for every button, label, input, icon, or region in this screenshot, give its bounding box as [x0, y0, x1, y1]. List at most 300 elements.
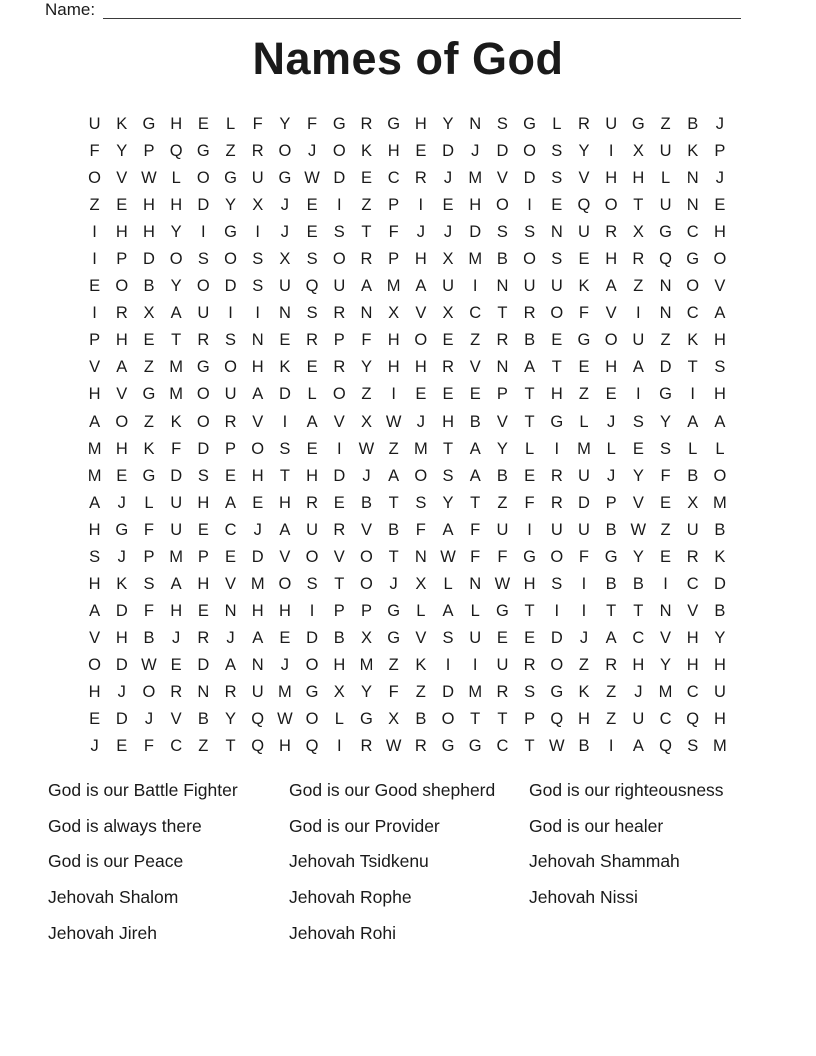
grid-cell: P: [496, 385, 508, 404]
grid-cell: L: [416, 601, 426, 620]
grid-cell: H: [278, 493, 291, 512]
grid-cell: F: [143, 737, 155, 756]
grid-cell: G: [360, 710, 373, 729]
grid-cell: R: [414, 737, 427, 756]
grid-cell: X: [143, 304, 155, 323]
grid-cell: S: [551, 250, 563, 269]
grid-cell: L: [144, 493, 154, 512]
grid-cell: Z: [633, 277, 644, 296]
grid-cell: B: [524, 331, 536, 350]
grid-cell: I: [418, 196, 424, 215]
grid-cell: V: [116, 385, 128, 404]
word-list-item: God is our healer: [529, 815, 664, 836]
grid-cell: F: [578, 304, 590, 323]
grid-cell: H: [605, 250, 618, 269]
grid-cell: T: [524, 412, 535, 431]
grid-cell: Q: [659, 250, 672, 269]
grid-cell: J: [362, 466, 371, 485]
grid-cell: L: [334, 710, 344, 729]
grid-cell: E: [469, 385, 481, 404]
grid-cell: A: [632, 358, 644, 377]
grid-cell: O: [360, 547, 373, 566]
grid-cell: G: [495, 601, 509, 620]
grid-cell: D: [659, 358, 672, 377]
grid-cell: Q: [577, 196, 591, 215]
grid-cell: W: [385, 737, 402, 756]
grid-cell: G: [550, 412, 564, 431]
grid-cell: S: [333, 223, 345, 242]
grid-cell: S: [197, 250, 209, 269]
grid-cell: R: [360, 737, 373, 756]
grid-cell: E: [605, 385, 617, 404]
grid-cell: R: [496, 331, 509, 350]
grid-cell: D: [469, 223, 482, 242]
grid-cell: O: [360, 574, 373, 593]
grid-cell: U: [632, 710, 645, 729]
grid-cell: N: [496, 277, 509, 296]
grid-cell: A: [524, 358, 536, 377]
grid-cell: E: [660, 493, 672, 512]
grid-cell: L: [552, 115, 562, 134]
grid-cell: C: [686, 574, 699, 593]
grid-cell: H: [115, 223, 128, 242]
grid-cell: U: [578, 466, 590, 485]
grid-cell: Q: [251, 737, 265, 756]
grid-cell: E: [442, 196, 454, 215]
grid-cell: V: [170, 710, 182, 729]
grid-cell: W: [440, 547, 456, 566]
grid-cell: N: [686, 169, 699, 188]
grid-cell: V: [89, 628, 101, 647]
grid-cell: A: [469, 466, 481, 485]
grid-cell: H: [143, 223, 155, 242]
grid-cell: R: [333, 358, 346, 377]
grid-cell: E: [578, 250, 590, 269]
grid-cell: I: [554, 439, 560, 458]
grid-cell: M: [386, 277, 401, 296]
grid-cell: H: [713, 655, 726, 674]
grid-cell: V: [469, 358, 481, 377]
grid-cell: T: [442, 439, 454, 458]
grid-cell: H: [333, 655, 346, 674]
grid-cell: D: [251, 547, 264, 566]
grid-cell: D: [442, 683, 454, 701]
grid-cell: E: [89, 710, 101, 729]
grid-cell: H: [197, 574, 210, 593]
grid-cell: O: [332, 142, 346, 161]
grid-cell: T: [524, 737, 535, 756]
grid-cell: J: [117, 683, 126, 701]
grid-cell: A: [469, 439, 481, 458]
grid-cell: E: [442, 385, 454, 404]
grid-cell: O: [414, 466, 428, 485]
grid-cell: H: [251, 466, 264, 485]
grid-cell: I: [636, 304, 641, 323]
grid-cell: G: [278, 169, 292, 188]
grid-cell: E: [89, 277, 101, 296]
grid-cell: X: [333, 683, 345, 701]
grid-cell: I: [201, 223, 206, 242]
grid-cell: C: [224, 520, 237, 539]
grid-cell: C: [632, 628, 645, 647]
word-list-column-3: [529, 780, 724, 923]
grid-cell: T: [633, 601, 644, 620]
grid-cell: B: [605, 574, 617, 593]
grid-cell: G: [196, 358, 210, 377]
grid-cell: B: [632, 574, 644, 593]
grid-cell: N: [360, 304, 373, 323]
grid-cell: E: [333, 493, 345, 512]
grid-cell: F: [143, 520, 155, 539]
grid-cell: F: [470, 547, 481, 566]
grid-cell: A: [252, 628, 264, 647]
grid-cell: E: [496, 628, 508, 647]
grid-cell: R: [523, 655, 536, 674]
grid-cell: G: [196, 142, 210, 161]
word-list-item: God is our Good shepherd: [289, 780, 496, 800]
grid-cell: O: [115, 412, 129, 431]
grid-cell: T: [388, 547, 399, 566]
grid-cell: E: [714, 196, 726, 215]
grid-cell: H: [278, 601, 291, 620]
grid-cell: M: [250, 574, 265, 593]
grid-cell: F: [524, 493, 535, 512]
grid-cell: U: [224, 385, 237, 404]
grid-cell: V: [496, 412, 508, 431]
grid-cell: B: [143, 277, 155, 296]
grid-cell: O: [523, 250, 537, 269]
grid-cell: V: [415, 628, 427, 647]
grid-cell: H: [632, 169, 645, 188]
grid-cell: O: [441, 710, 455, 729]
grid-cell: X: [632, 142, 644, 161]
grid-cell: I: [336, 737, 342, 756]
grid-cell: S: [660, 439, 672, 458]
grid-cell: J: [253, 520, 262, 539]
grid-cell: G: [224, 223, 237, 242]
grid-cell: M: [413, 439, 428, 458]
page-title: Names of God: [252, 33, 564, 84]
word-list-item: Jehovah Shalom: [48, 887, 179, 908]
grid-cell: S: [442, 628, 454, 647]
grid-cell: Z: [415, 683, 426, 701]
grid-cell: J: [280, 196, 290, 215]
grid-cell: A: [687, 412, 699, 431]
grid-cell: C: [170, 737, 183, 756]
grid-cell: S: [551, 169, 563, 188]
grid-cell: Z: [361, 196, 372, 215]
grid-cell: H: [713, 331, 726, 350]
grid-cell: H: [170, 196, 183, 215]
grid-cell: Y: [714, 628, 726, 647]
grid-cell: D: [115, 710, 128, 729]
grid-cell: O: [169, 250, 183, 269]
grid-cell: J: [607, 412, 616, 431]
grid-cell: S: [415, 493, 427, 512]
grid-cell: A: [225, 493, 237, 512]
grid-cell: R: [496, 683, 509, 701]
grid-cell: K: [687, 331, 699, 350]
grid-cell: O: [713, 466, 727, 485]
grid-cell: S: [252, 277, 264, 296]
grid-cell: H: [115, 439, 128, 458]
grid-cell: O: [196, 385, 210, 404]
grid-cell: K: [360, 142, 372, 161]
grid-cell: A: [442, 601, 454, 620]
grid-cell: U: [605, 115, 618, 134]
grid-cell: G: [332, 115, 346, 134]
grid-cell: A: [170, 574, 182, 593]
grid-cell: J: [280, 223, 290, 242]
grid-cell: S: [496, 115, 508, 134]
grid-cell: Z: [143, 358, 155, 377]
grid-cell: H: [632, 655, 645, 674]
grid-cell: Z: [497, 493, 508, 512]
grid-cell: Y: [578, 142, 590, 161]
grid-cell: F: [252, 115, 263, 134]
grid-cell: M: [87, 439, 102, 458]
grid-cell: A: [89, 493, 101, 512]
grid-cell: Q: [305, 737, 319, 756]
grid-cell: U: [496, 520, 509, 539]
grid-cell: W: [494, 574, 511, 593]
grid-cell: H: [251, 601, 264, 620]
grid-cell: K: [415, 655, 427, 674]
grid-cell: J: [715, 169, 725, 188]
grid-cell: H: [550, 385, 563, 404]
grid-cell: S: [524, 683, 536, 701]
grid-cell: O: [305, 547, 319, 566]
grid-cell: U: [170, 520, 183, 539]
grid-cell: F: [578, 547, 590, 566]
grid-cell: D: [333, 466, 346, 485]
grid-cell: I: [581, 574, 587, 593]
grid-cell: U: [496, 655, 509, 674]
grid-cell: R: [360, 115, 373, 134]
grid-cell: E: [225, 547, 237, 566]
grid-cell: E: [360, 169, 372, 188]
grid-cell: F: [470, 520, 481, 539]
grid-cell: A: [388, 466, 400, 485]
grid-cell: Z: [143, 412, 155, 431]
grid-cell: S: [89, 547, 101, 566]
grid-cell: N: [469, 115, 482, 134]
grid-cell: U: [251, 169, 264, 188]
grid-cell: R: [550, 466, 563, 485]
grid-cell: Z: [660, 331, 671, 350]
grid-cell: J: [416, 412, 425, 431]
grid-cell: M: [359, 655, 374, 674]
grid-cell: I: [391, 385, 396, 404]
grid-cell: R: [197, 628, 210, 647]
grid-cell: R: [605, 223, 618, 242]
grid-cell: F: [660, 466, 671, 485]
grid-cell: J: [443, 169, 453, 188]
grid-cell: P: [388, 250, 400, 269]
grid-cell: E: [306, 358, 318, 377]
grid-cell: O: [305, 655, 319, 674]
grid-cell: Y: [442, 493, 454, 512]
grid-cell: D: [523, 169, 536, 188]
grid-cell: D: [442, 142, 454, 161]
word-list-item: God is our Peace: [48, 851, 184, 872]
grid-cell: A: [360, 277, 372, 296]
grid-cell: W: [141, 655, 157, 674]
grid-cell: B: [687, 115, 699, 134]
grid-cell: Z: [361, 385, 372, 404]
grid-cell: L: [688, 439, 698, 458]
grid-cell: J: [226, 628, 235, 647]
grid-cell: M: [169, 358, 184, 377]
grid-cell: M: [87, 466, 102, 485]
grid-cell: E: [551, 331, 563, 350]
grid-cell: H: [278, 737, 291, 756]
grid-cell: Y: [442, 115, 454, 134]
grid-cell: O: [550, 655, 564, 674]
grid-cell: H: [88, 574, 101, 593]
grid-cell: Z: [578, 655, 590, 674]
grid-cell: H: [578, 710, 590, 729]
grid-cell: T: [524, 385, 535, 404]
grid-cell: L: [470, 601, 480, 620]
grid-cell: H: [88, 385, 101, 404]
grid-cell: G: [659, 385, 672, 404]
grid-cell: T: [524, 601, 535, 620]
grid-cell: W: [630, 520, 647, 539]
grid-cell: P: [714, 142, 726, 161]
grid-cell: E: [197, 520, 209, 539]
grid-cell: Y: [660, 412, 672, 431]
grid-cell: T: [334, 574, 345, 593]
grid-cell: E: [524, 628, 536, 647]
grid-cell: N: [659, 601, 672, 620]
grid-cell: U: [550, 277, 563, 296]
grid-cell: R: [306, 493, 319, 512]
grid-cell: U: [197, 304, 210, 323]
grid-cell: S: [225, 331, 237, 350]
grid-cell: L: [579, 412, 589, 431]
grid-cell: U: [170, 493, 183, 512]
grid-cell: G: [142, 115, 156, 134]
grid-cell: N: [414, 547, 427, 566]
grid-cell: G: [523, 115, 537, 134]
grid-cell: Y: [170, 223, 182, 242]
grid-cell: D: [170, 466, 183, 485]
grid-cell: V: [89, 358, 101, 377]
grid-cell: U: [578, 520, 590, 539]
grid-cell: B: [578, 737, 590, 756]
grid-cell: O: [713, 250, 727, 269]
grid-cell: Y: [496, 439, 508, 458]
grid-cell: Y: [632, 547, 644, 566]
grid-cell: X: [252, 196, 264, 215]
grid-cell: R: [442, 358, 454, 377]
grid-cell: A: [225, 655, 237, 674]
grid-cell: A: [279, 520, 291, 539]
grid-cell: D: [197, 655, 210, 674]
grid-cell: D: [278, 385, 291, 404]
grid-cell: E: [415, 385, 427, 404]
grid-cell: O: [224, 250, 237, 269]
grid-cell: C: [659, 710, 672, 729]
grid-cell: M: [468, 250, 483, 269]
grid-cell: T: [171, 331, 182, 350]
grid-cell: O: [115, 277, 129, 296]
grid-cell: G: [604, 547, 618, 566]
grid-cell: H: [523, 574, 536, 593]
grid-cell: G: [441, 737, 455, 756]
grid-cell: B: [143, 628, 155, 647]
grid-cell: G: [577, 331, 591, 350]
grid-cell: O: [251, 439, 265, 458]
grid-cell: S: [632, 412, 644, 431]
word-list-item: Jehovah Nissi: [529, 887, 638, 908]
grid-cell: K: [279, 358, 291, 377]
grid-cell: L: [715, 439, 725, 458]
grid-cell: A: [89, 601, 101, 620]
grid-cell: E: [116, 196, 128, 215]
word-list-item: Jehovah Shammah: [529, 851, 680, 872]
grid-cell: F: [497, 547, 508, 566]
grid-cell: D: [224, 277, 237, 296]
grid-cell: R: [414, 169, 427, 188]
word-search-grid: [81, 111, 734, 760]
grid-cell: D: [713, 574, 726, 593]
grid-cell: W: [277, 710, 293, 729]
grid-cell: U: [333, 277, 346, 296]
grid-cell: H: [197, 493, 210, 512]
grid-cell: M: [658, 683, 673, 701]
grid-cell: H: [306, 466, 319, 485]
grid-cell: Q: [251, 710, 265, 729]
grid-cell: X: [360, 628, 372, 647]
grid-cell: H: [387, 331, 400, 350]
grid-cell: H: [115, 628, 128, 647]
grid-cell: R: [632, 250, 645, 269]
grid-cell: J: [90, 737, 99, 756]
grid-cell: S: [714, 358, 726, 377]
grid-cell: V: [116, 169, 128, 188]
grid-cell: I: [636, 385, 641, 404]
grid-cell: E: [306, 439, 318, 458]
grid-cell: I: [527, 196, 532, 215]
grid-cell: H: [387, 358, 400, 377]
grid-cell: K: [143, 439, 155, 458]
grid-cell: M: [278, 683, 292, 701]
grid-cell: K: [687, 142, 699, 161]
grid-cell: J: [634, 683, 643, 701]
grid-cell: F: [89, 142, 100, 161]
word-list-column-1: [48, 780, 238, 958]
grid-cell: O: [523, 142, 537, 161]
grid-cell: C: [686, 223, 699, 242]
grid-cell: E: [143, 331, 155, 350]
grid-cell: A: [252, 385, 264, 404]
grid-cell: P: [143, 142, 155, 161]
grid-cell: B: [714, 601, 726, 620]
grid-cell: E: [116, 466, 128, 485]
grid-cell: J: [607, 466, 616, 485]
grid-cell: H: [88, 683, 101, 701]
grid-cell: M: [468, 169, 483, 188]
grid-cell: H: [686, 655, 699, 674]
grid-cell: D: [115, 601, 128, 620]
grid-cell: Z: [660, 520, 671, 539]
grid-cell: S: [306, 574, 318, 593]
grid-cell: R: [686, 547, 699, 566]
grid-cell: H: [115, 331, 128, 350]
grid-cell: S: [551, 574, 563, 593]
